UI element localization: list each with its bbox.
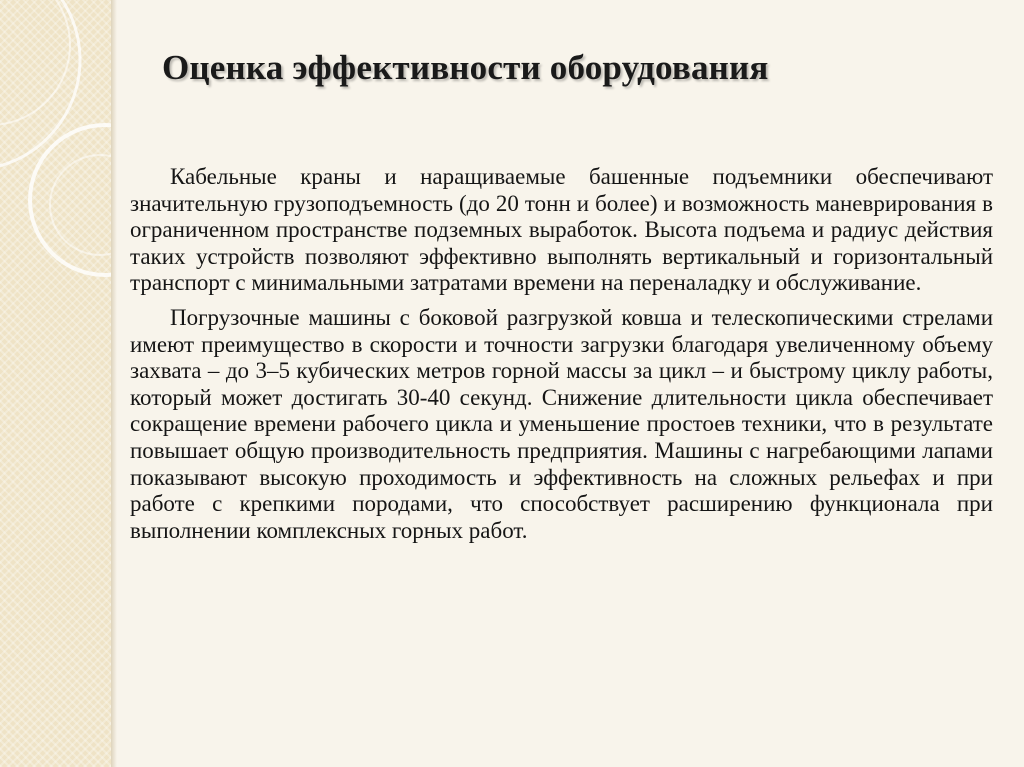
- paragraph-cranes: Кабельные краны и наращиваемые башенные подъемники обеспечивают значительную грузоподъемность (до 20 тонн и более) и возможность маневрирования в ограниченном пространстве подземных выработок. Высота подъема и радиус действия таких устройств позволяют эффективно выполнять вертикальный и горизонтальный транспорт с минимальными затратами времени на переналадку и обслуживание.: [130, 164, 993, 296]
- slide-title: Оценка эффективности оборудования: [162, 48, 769, 87]
- paragraph-loaders: Погрузочные машины с боковой разгрузкой ковша и телескопическими стрелами имеют преимущество в скорости и точности загрузки благодаря увеличенному объему захвата – до 3–5 кубических метров горной массы за цикл – и быстрому циклу работы, который может достигать 30-40 секунд. Снижение длительности цикла обеспечивает сокращение времени рабочего цикла и уменьшение простоев техники, что в результате повышает общую производительность предприятия. Машины с нагребающими лапами показывают высокую проходимость и эффективность на сложных рельефах и при работе с крепкими породами, что способствует расширению функционала при выполнении комплексных горных работ.: [130, 304, 993, 543]
- decorative-rings-icon: [0, 0, 111, 767]
- slide-body: [130, 164, 993, 552]
- decorative-side-band: [0, 0, 111, 767]
- band-edge-shadow: [111, 0, 117, 767]
